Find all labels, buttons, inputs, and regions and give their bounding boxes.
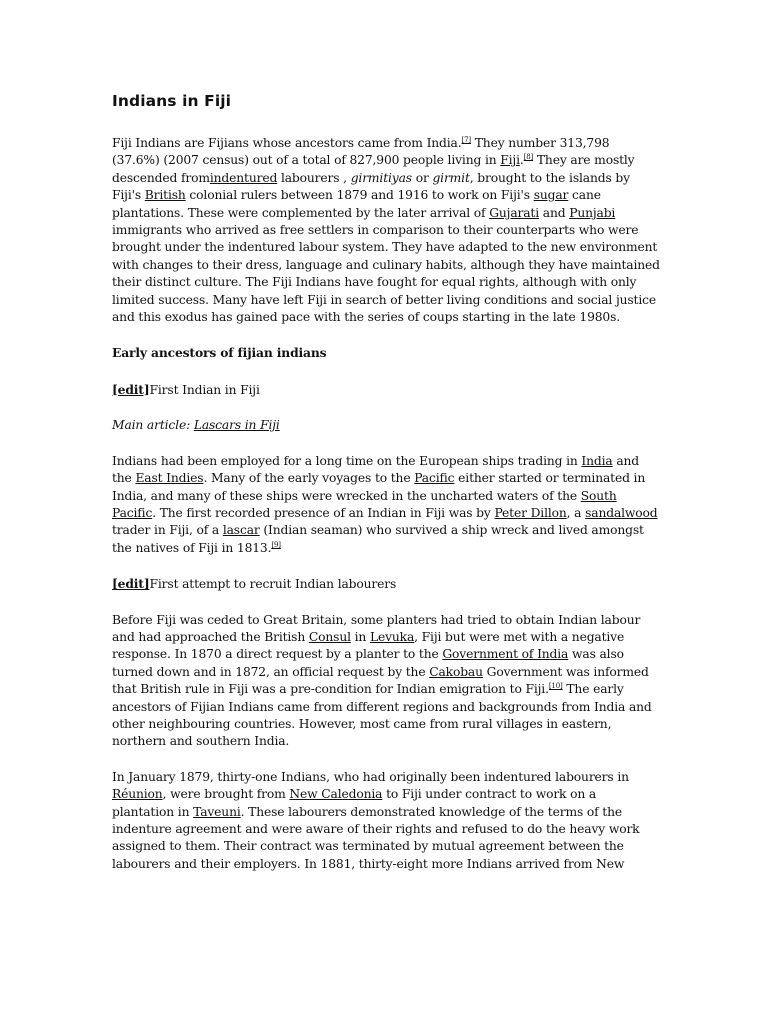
link-fiji[interactable]: Fiji xyxy=(500,153,520,168)
text: In January 1879, thirty-one Indians, who had originally been indentured labourers in xyxy=(112,769,629,784)
link-pacific[interactable]: Pacific xyxy=(414,471,455,486)
text: trader in Fiji, of a xyxy=(112,523,223,538)
paragraph-january-1879 xyxy=(112,769,660,873)
subsection-heading xyxy=(112,381,660,399)
text: in xyxy=(350,629,370,644)
text: They are mostly descended from xyxy=(112,153,635,185)
term-girmit: girmit xyxy=(432,170,470,185)
paragraph-recruit-attempt xyxy=(112,612,660,751)
link-india[interactable]: India xyxy=(581,453,613,468)
text: Main article: xyxy=(112,418,194,433)
text: , were brought from xyxy=(162,787,290,802)
link-government-of-india[interactable]: Government of India xyxy=(442,647,569,662)
link-peter-dillon[interactable]: Peter Dillon xyxy=(494,505,567,520)
text: Indians had been employed for a long time on the European ships trading in xyxy=(112,453,582,468)
link-consul[interactable]: Consul xyxy=(308,629,351,644)
ref-link[interactable]: [9] xyxy=(271,540,281,549)
link-punjabi[interactable]: Punjabi xyxy=(569,205,616,220)
text: They number 313,798 (37.6%) (2007 census) out of a total of 827,900 people living in xyxy=(112,136,610,168)
paragraph-first-indian xyxy=(112,453,660,557)
text: (Indian seaman) who survived a ship wreck and lived amongst the natives of Fiji in 1813. xyxy=(112,523,644,555)
text: Fiji Indians are Fijians whose ancestors came from India. xyxy=(112,136,462,150)
text: labourers , xyxy=(277,170,351,185)
text: or xyxy=(411,170,433,185)
text: colonial rulers between 1879 and 1916 to work on Fiji's xyxy=(185,188,534,203)
link-lascar[interactable]: lascar xyxy=(222,523,260,538)
ref-link[interactable]: [8] xyxy=(523,153,534,162)
subsection-title: First Indian in Fiji xyxy=(149,382,260,397)
edit-link[interactable]: [edit] xyxy=(112,576,150,592)
subsection-heading xyxy=(112,575,660,593)
text: Government was informed that British rule in Fiji was a pre-condition for Indian emigration to Fiji. xyxy=(112,664,649,697)
text: was also turned down and in 1872, an official request by the xyxy=(112,647,624,679)
text: to Fiji under contract to work on a plantation in xyxy=(112,787,597,819)
subsection-title: First attempt to recruit Indian labourers xyxy=(149,577,397,592)
text: immigrants who arrived as free settlers in comparison to their counterparts who were brought under the indentured labour system. They have adapted to the new environment with changes to their dress, language and culinary habits, although they have maintained their distinct culture. The Fiji Indians have fought for equal rights, although with only limited success. Many have left Fiji in search of better living conditions and social justice and this exodus has gained pace with the series of coups starting in the late 1980s. xyxy=(112,223,660,325)
link-sugar[interactable]: sugar xyxy=(533,188,569,203)
text: , a xyxy=(566,505,586,520)
text: , Fiji but were met with a negative response. In 1870 a direct request by a planter to the xyxy=(112,629,625,662)
link-british[interactable]: British xyxy=(144,188,186,203)
text: . The first recorded presence of an Indian in Fiji was by xyxy=(152,505,495,520)
text: and the xyxy=(112,453,640,486)
main-article-note xyxy=(112,417,660,434)
link-lascars-in-fiji[interactable]: Lascars in Fiji xyxy=(193,418,280,433)
text: cane plantations. These were complemented by the later arrival of xyxy=(112,188,601,220)
ref-link[interactable]: [10] xyxy=(548,682,563,691)
link-east-indies[interactable]: East Indies xyxy=(135,471,204,486)
article-body xyxy=(112,92,660,891)
link-reunion[interactable]: Réunion xyxy=(112,787,163,802)
link-south-pacific[interactable]: South Pacific xyxy=(112,488,617,520)
intro-paragraph: Fiji Indians are Fijians whose ancestors came from India.[7] They number 313,798 (37.6%) (2007 census) out of a total of 827,900 people living in Fiji.[8] They are mostly descended fromindentured labourers , girmitiyas or girmit, brought to the islands by Fiji's British colonial rulers between 1879 and 1916 to work on Fiji's sugar cane plantations. These were complemented by the later arrival of Gujarati and Punjabi immigrants who arrived as free settlers in comparison to their counterparts who were brought under the indentured labour system. They have adapted to the new environment with changes to their dress, language and culinary habits, although they have maintained their distinct culture. The Fiji Indians have fought for equal rights, although with only limited success. Many have left Fiji in search of better living conditions and social justice and this exodus has gained pace with the series of coups starting in the late 1980s. xyxy=(112,136,660,325)
link-gujarati[interactable]: Gujarati xyxy=(489,205,539,220)
link-new-caledonia[interactable]: New Caledonia xyxy=(289,787,383,802)
link-cakobau[interactable]: Cakobau xyxy=(429,664,483,679)
link-levuka[interactable]: Levuka xyxy=(369,629,415,644)
text: and xyxy=(539,205,570,220)
text: , brought to the islands by Fiji's xyxy=(112,170,630,203)
text: Before Fiji was ceded to Great Britain, some planters had tried to obtain Indian labour and had approached the British xyxy=(112,612,641,644)
link-sandalwood[interactable]: sandalwood xyxy=(585,505,658,520)
link-taveuni[interactable]: Taveuni xyxy=(193,804,241,819)
text: The early ancestors of Fijian Indians came from different regions and backgrounds from India and other neighbouring countries. However, most came from rural villages in eastern, northern and southern India. xyxy=(112,682,652,749)
text: . These labourers demonstrated knowledge of the terms of the indenture agreement and were aware of their rights and refused to do the heavy work assigned to them. Their contract was terminated by mutual agreement between the labourers and their employers. In 1881, thirty-eight more Indians arrived from New xyxy=(112,804,640,871)
term-girmitiyas: girmitiyas xyxy=(350,170,412,185)
section-heading: Early ancestors of fijian indians xyxy=(112,345,327,361)
edit-link[interactable]: [edit] xyxy=(112,381,150,397)
text: either started or terminated in India, and many of these ships were wrecked in the uncharted waters of the xyxy=(112,471,646,503)
ref-link[interactable]: [7] xyxy=(461,136,471,144)
page-title: Indians in Fiji xyxy=(112,92,232,110)
text: . Many of the early voyages to the xyxy=(203,471,415,486)
link-indentured[interactable]: indentured xyxy=(209,170,278,185)
